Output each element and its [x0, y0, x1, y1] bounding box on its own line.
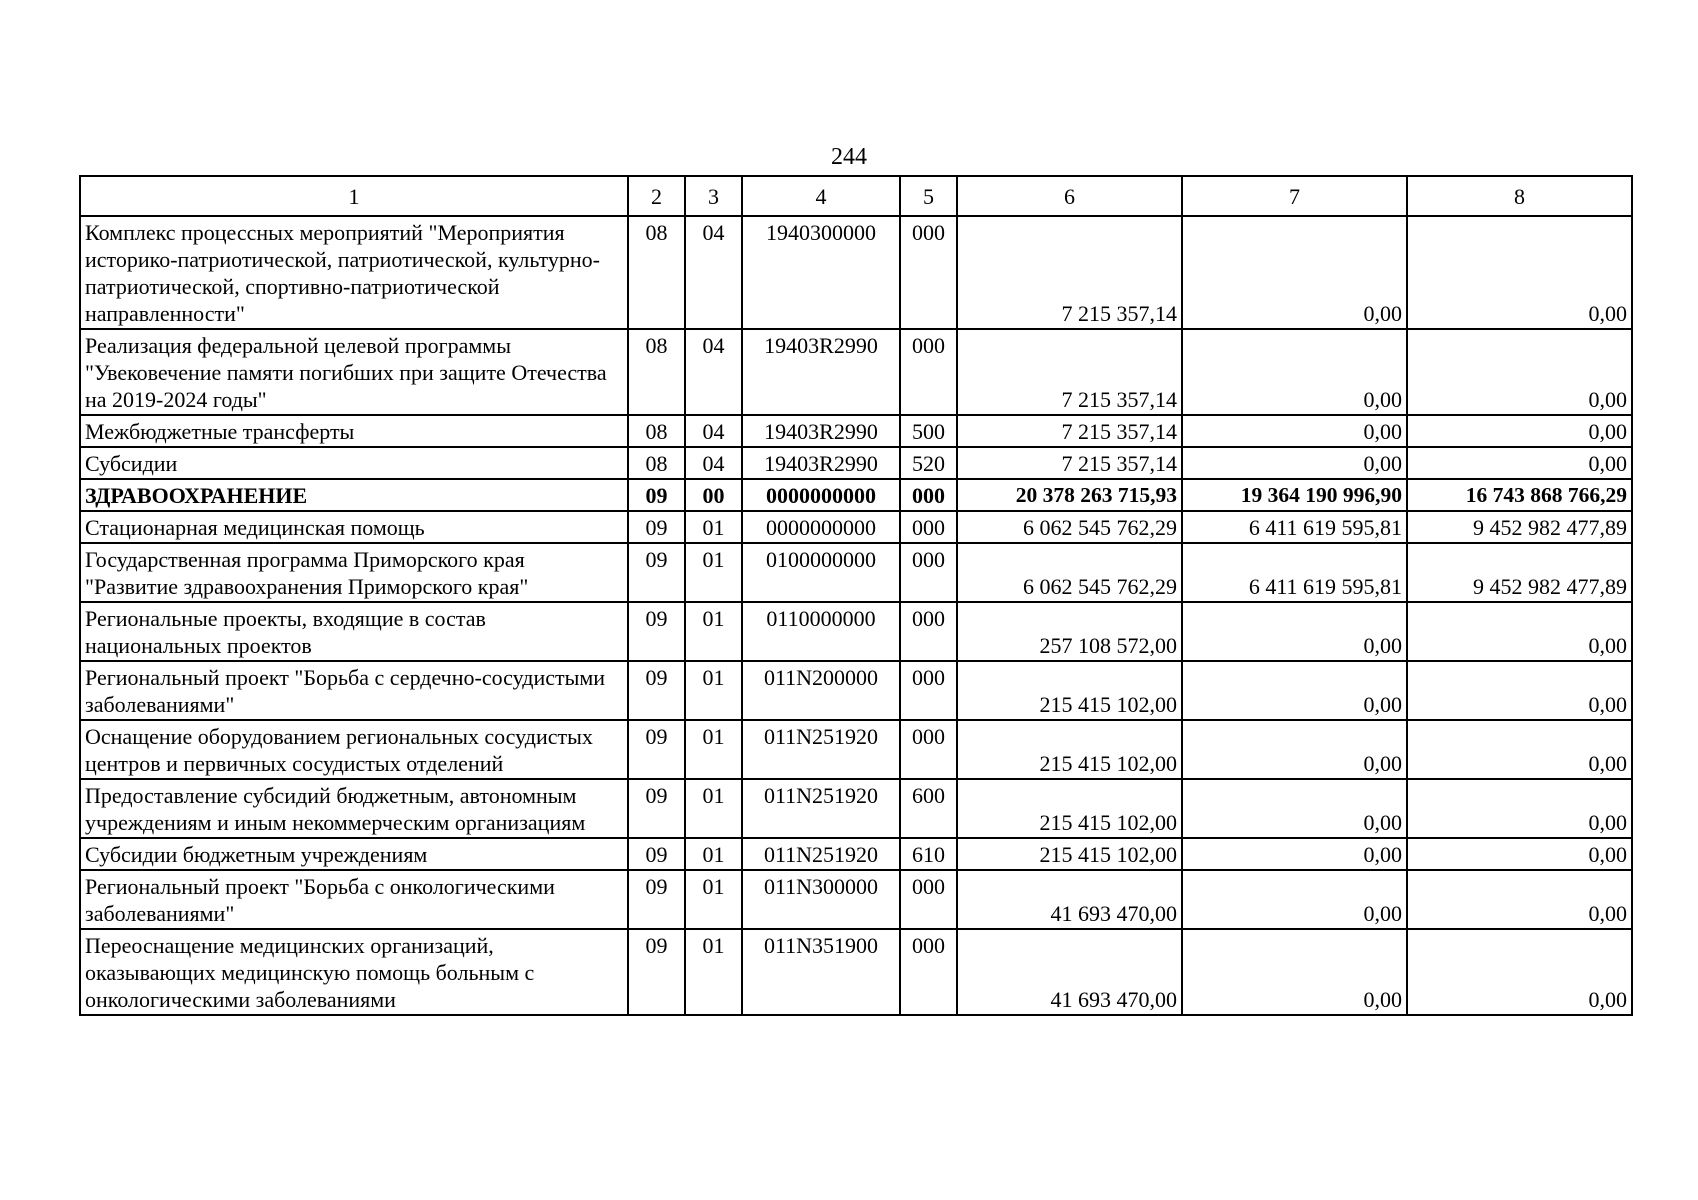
subsection-code-cell: 01	[685, 929, 742, 1015]
table-row	[80, 720, 1632, 779]
page-number: 244	[831, 144, 867, 170]
expense-type-cell: 500	[900, 415, 957, 447]
amount-col8-cell: 0,00	[1407, 329, 1632, 415]
table-row	[80, 415, 1632, 447]
amount-col8-cell: 0,00	[1407, 929, 1632, 1015]
amount-col8-cell: 0,00	[1407, 447, 1632, 479]
column-header: 3	[685, 176, 742, 216]
section-code-cell: 09	[628, 720, 685, 779]
table-row	[80, 838, 1632, 870]
amount-col6-cell: 6 062 545 762,29	[957, 543, 1182, 602]
amount-col6-cell: 215 415 102,00	[957, 720, 1182, 779]
amount-col8-cell: 0,00	[1407, 720, 1632, 779]
column-header: 6	[957, 176, 1182, 216]
target-article-cell: 19403R2990	[742, 329, 900, 415]
subsection-code-cell: 01	[685, 511, 742, 543]
amount-col7-cell: 0,00	[1182, 838, 1407, 870]
table-row	[80, 479, 1632, 511]
amount-col7-cell: 0,00	[1182, 415, 1407, 447]
section-code-cell: 09	[628, 779, 685, 838]
expense-type-cell: 000	[900, 602, 957, 661]
table-row	[80, 779, 1632, 838]
section-code-cell: 09	[628, 479, 685, 511]
target-article-cell: 0000000000	[742, 511, 900, 543]
amount-col6-cell: 215 415 102,00	[957, 661, 1182, 720]
section-code-cell: 08	[628, 216, 685, 329]
expense-type-cell: 000	[900, 543, 957, 602]
amount-col7-cell: 0,00	[1182, 329, 1407, 415]
subsection-code-cell: 01	[685, 838, 742, 870]
subsection-code-cell: 01	[685, 543, 742, 602]
column-header: 8	[1407, 176, 1632, 216]
section-code-cell: 09	[628, 543, 685, 602]
column-header: 5	[900, 176, 957, 216]
column-header: 1	[80, 176, 628, 216]
amount-col6-cell: 7 215 357,14	[957, 216, 1182, 329]
amount-col6-cell: 7 215 357,14	[957, 415, 1182, 447]
row-name-cell: Субсидии	[80, 447, 628, 479]
target-article-cell: 0000000000	[742, 479, 900, 511]
column-header: 7	[1182, 176, 1407, 216]
subsection-code-cell: 01	[685, 661, 742, 720]
amount-col8-cell: 0,00	[1407, 661, 1632, 720]
section-code-cell: 08	[628, 447, 685, 479]
target-article-cell: 1940300000	[742, 216, 900, 329]
table-row	[80, 216, 1632, 329]
amount-col6-cell: 257 108 572,00	[957, 602, 1182, 661]
column-header: 2	[628, 176, 685, 216]
section-code-cell: 09	[628, 929, 685, 1015]
row-name-cell: Переоснащение медицинских организаций, оказывающих медицинскую помощь больным с онкологическими заболеваниями	[80, 929, 628, 1015]
row-name-cell: Межбюджетные трансферты	[80, 415, 628, 447]
subsection-code-cell: 01	[685, 779, 742, 838]
table-row	[80, 329, 1632, 415]
section-code-cell: 08	[628, 329, 685, 415]
row-name-cell: Стационарная медицинская помощь	[80, 511, 628, 543]
row-name-cell: Предоставление субсидий бюджетным, автономным учреждениям и иным некоммерческим организациям	[80, 779, 628, 838]
subsection-code-cell: 01	[685, 870, 742, 929]
expense-type-cell: 610	[900, 838, 957, 870]
amount-col6-cell: 7 215 357,14	[957, 447, 1182, 479]
row-name-cell: Реализация федеральной целевой программы "Увековечение памяти погибших при защите Отечества на 2019-2024 годы"	[80, 329, 628, 415]
amount-col8-cell: 9 452 982 477,89	[1407, 511, 1632, 543]
amount-col7-cell: 6 411 619 595,81	[1182, 511, 1407, 543]
expense-type-cell: 000	[900, 929, 957, 1015]
amount-col8-cell: 9 452 982 477,89	[1407, 543, 1632, 602]
amount-col7-cell: 0,00	[1182, 216, 1407, 329]
amount-col7-cell: 19 364 190 996,90	[1182, 479, 1407, 511]
table-row	[80, 543, 1632, 602]
subsection-code-cell: 00	[685, 479, 742, 511]
row-name-cell: Государственная программа Приморского края "Развитие здравоохранения Приморского края"	[80, 543, 628, 602]
table-row	[80, 870, 1632, 929]
amount-col8-cell: 0,00	[1407, 779, 1632, 838]
subsection-code-cell: 04	[685, 216, 742, 329]
subsection-code-cell: 04	[685, 447, 742, 479]
amount-col8-cell: 0,00	[1407, 216, 1632, 329]
amount-col7-cell: 0,00	[1182, 779, 1407, 838]
section-code-cell: 09	[628, 838, 685, 870]
amount-col7-cell: 0,00	[1182, 929, 1407, 1015]
section-code-cell: 09	[628, 602, 685, 661]
subsection-code-cell: 01	[685, 720, 742, 779]
amount-col8-cell: 0,00	[1407, 415, 1632, 447]
expense-type-cell: 000	[900, 216, 957, 329]
row-name-cell: Субсидии бюджетным учреждениям	[80, 838, 628, 870]
target-article-cell: 011N351900	[742, 929, 900, 1015]
expense-type-cell: 000	[900, 661, 957, 720]
amount-col8-cell: 0,00	[1407, 602, 1632, 661]
budget-table	[79, 175, 1633, 1016]
row-name-cell: Оснащение оборудованием региональных сосудистых центров и первичных сосудистых отделений	[80, 720, 628, 779]
amount-col8-cell: 0,00	[1407, 838, 1632, 870]
subsection-code-cell: 04	[685, 329, 742, 415]
amount-col6-cell: 41 693 470,00	[957, 870, 1182, 929]
amount-col7-cell: 0,00	[1182, 447, 1407, 479]
section-code-cell: 08	[628, 415, 685, 447]
target-article-cell: 011N300000	[742, 870, 900, 929]
target-article-cell: 0110000000	[742, 602, 900, 661]
amount-col8-cell: 0,00	[1407, 870, 1632, 929]
header-row	[80, 176, 1632, 216]
column-header: 4	[742, 176, 900, 216]
amount-col7-cell: 6 411 619 595,81	[1182, 543, 1407, 602]
target-article-cell: 19403R2990	[742, 415, 900, 447]
amount-col6-cell: 215 415 102,00	[957, 838, 1182, 870]
target-article-cell: 011N200000	[742, 661, 900, 720]
amount-col7-cell: 0,00	[1182, 870, 1407, 929]
target-article-cell: 0100000000	[742, 543, 900, 602]
amount-col7-cell: 0,00	[1182, 720, 1407, 779]
expense-type-cell: 000	[900, 720, 957, 779]
subsection-code-cell: 04	[685, 415, 742, 447]
amount-col7-cell: 0,00	[1182, 661, 1407, 720]
row-name-cell: ЗДРАВООХРАНЕНИЕ	[80, 479, 628, 511]
expense-type-cell: 600	[900, 779, 957, 838]
expense-type-cell: 000	[900, 870, 957, 929]
table-row	[80, 447, 1632, 479]
row-name-cell: Региональные проекты, входящие в состав национальных проектов	[80, 602, 628, 661]
table-row	[80, 602, 1632, 661]
section-code-cell: 09	[628, 870, 685, 929]
row-name-cell: Комплекс процессных мероприятий "Мероприятия историко-патриотической, патриотической, культурно-патриотической, спортивно-патриотической направленности"	[80, 216, 628, 329]
row-name-cell: Региональный проект "Борьба с сердечно-сосудистыми заболеваниями"	[80, 661, 628, 720]
amount-col7-cell: 0,00	[1182, 602, 1407, 661]
target-article-cell: 011N251920	[742, 720, 900, 779]
amount-col6-cell: 6 062 545 762,29	[957, 511, 1182, 543]
row-name-cell: Региональный проект "Борьба с онкологическими заболеваниями"	[80, 870, 628, 929]
amount-col6-cell: 41 693 470,00	[957, 929, 1182, 1015]
expense-type-cell: 000	[900, 479, 957, 511]
amount-col6-cell: 20 378 263 715,93	[957, 479, 1182, 511]
expense-type-cell: 000	[900, 329, 957, 415]
expense-type-cell: 000	[900, 511, 957, 543]
expense-type-cell: 520	[900, 447, 957, 479]
amount-col6-cell: 7 215 357,14	[957, 329, 1182, 415]
table-row	[80, 511, 1632, 543]
target-article-cell: 011N251920	[742, 838, 900, 870]
target-article-cell: 19403R2990	[742, 447, 900, 479]
target-article-cell: 011N251920	[742, 779, 900, 838]
subsection-code-cell: 01	[685, 602, 742, 661]
table-row	[80, 929, 1632, 1015]
amount-col6-cell: 215 415 102,00	[957, 779, 1182, 838]
section-code-cell: 09	[628, 661, 685, 720]
section-code-cell: 09	[628, 511, 685, 543]
amount-col8-cell: 16 743 868 766,29	[1407, 479, 1632, 511]
table-row	[80, 661, 1632, 720]
